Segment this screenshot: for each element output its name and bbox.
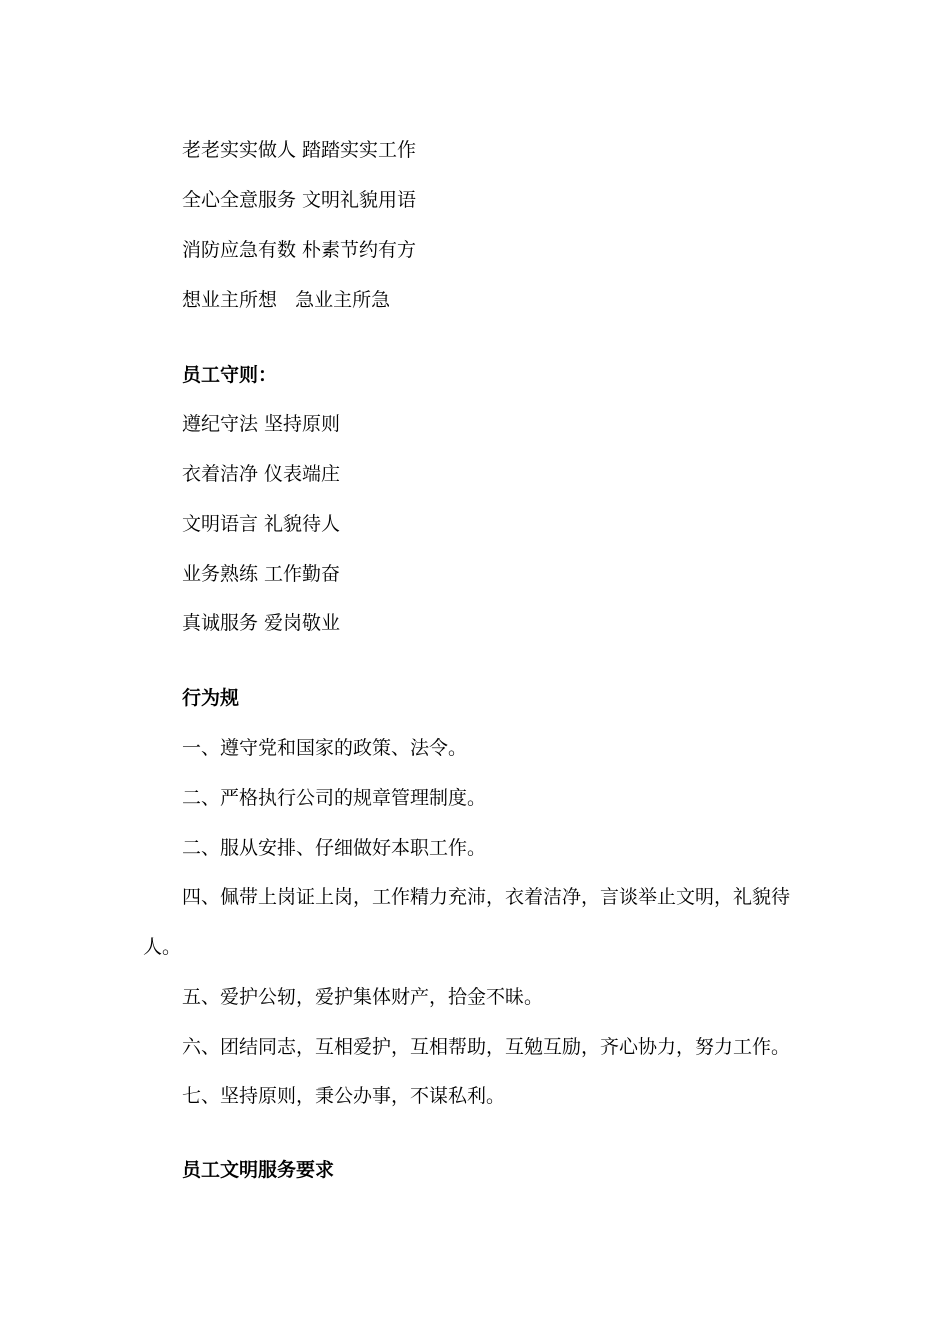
conduct-item: 五、爱护公轫，爱护集体财产，拾金不昧。 xyxy=(182,986,544,1008)
service-heading: 员工文明服务要求 xyxy=(182,1159,335,1181)
staff-rule-item: 遵纪守法 坚持原则 xyxy=(182,413,341,435)
conduct-heading: 行为规 xyxy=(182,687,240,709)
staff-rule-item: 真诚服务 爱岗敬业 xyxy=(182,612,341,634)
motto-line-2: 全心全意服务 文明礼貌用语 xyxy=(182,189,417,211)
staff-rule-item: 文明语言 礼貌待人 xyxy=(182,513,341,535)
motto-line-4: 想业主所想 急业主所急 xyxy=(182,289,391,311)
conduct-item: 二、服从安排、仔细做好本职工作。 xyxy=(182,837,487,859)
conduct-item-continuation: 人。 xyxy=(143,936,182,958)
conduct-item: 四、佩带上岗证上岗，工作精力充沛，衣着洁净，言谈举止文明，礼貌待 xyxy=(182,886,791,908)
motto-line-3: 消防应急有数 朴素节约有方 xyxy=(182,239,417,261)
staff-rules-heading: 员工守则： xyxy=(182,364,278,386)
motto-line-1: 老老实实做人 踏踏实实工作 xyxy=(182,139,417,161)
conduct-item: 二、严格执行公司的规章管理制度。 xyxy=(182,787,487,809)
staff-rule-item: 衣着洁净 仪表端庄 xyxy=(182,463,341,485)
conduct-item: 七、坚持原则，秉公办事，不谋私利。 xyxy=(182,1085,506,1107)
conduct-item: 六、团结同志，互相爱护，互相帮助，互勉互励，齐心协力，努力工作。 xyxy=(182,1036,791,1058)
conduct-item: 一、遵守党和国家的政策、法令。 xyxy=(182,737,468,759)
staff-rule-item: 业务熟练 工作勤奋 xyxy=(182,563,341,585)
